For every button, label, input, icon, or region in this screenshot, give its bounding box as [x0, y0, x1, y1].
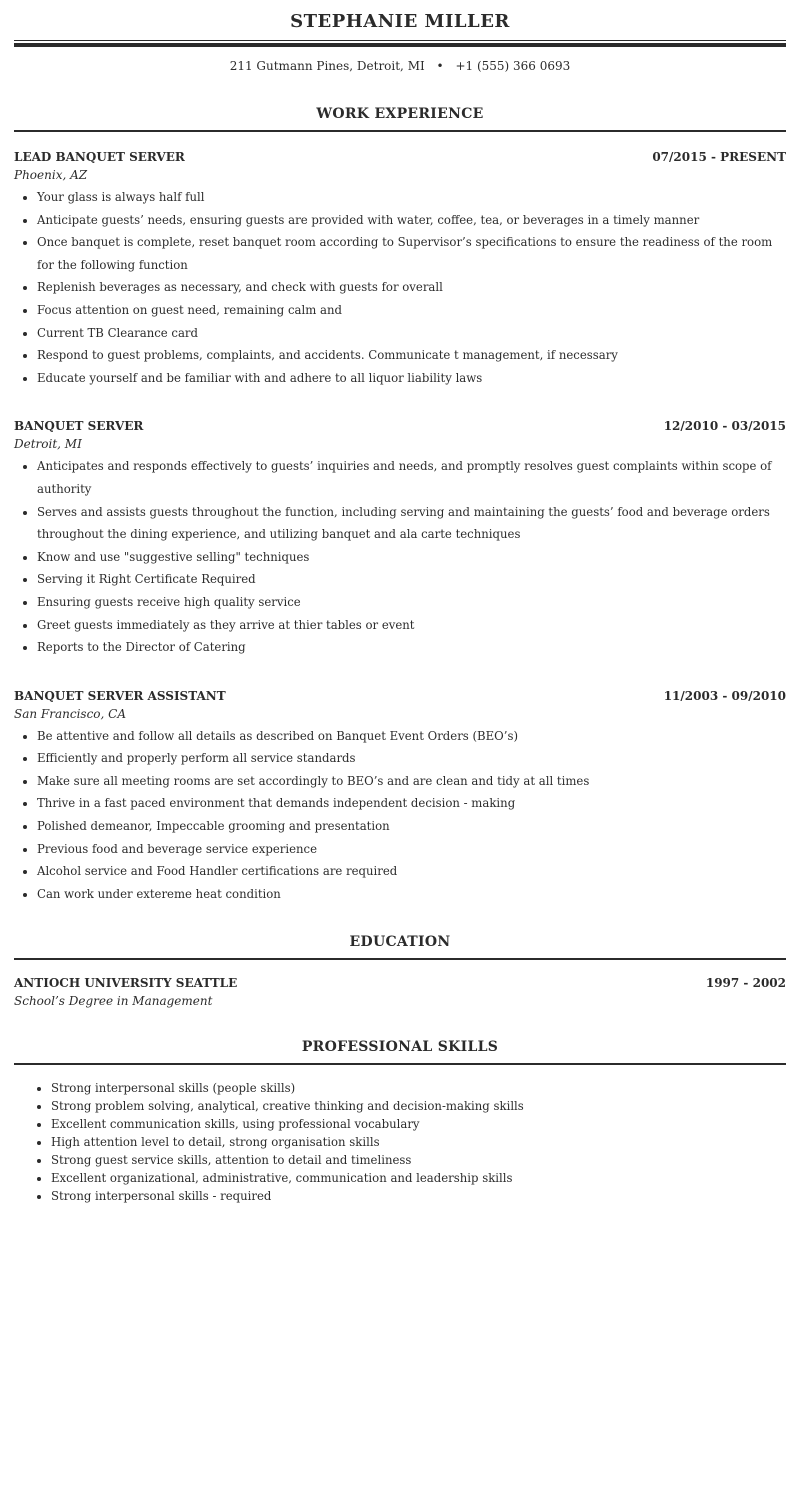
list-item: • Current TB Clearance card	[37, 322, 786, 345]
school-name: ANTIOCH UNIVERSITY SEATTLE	[14, 976, 238, 991]
section-title-work: WORK EXPERIENCE	[316, 106, 484, 122]
job-title: BANQUET SERVER ASSISTANT	[14, 688, 226, 703]
list-item: • Previous food and beverage service experience	[37, 838, 786, 861]
section-divider	[14, 958, 786, 960]
list-item: • Educate yourself and be familiar with and adhere to all liquor liability laws	[37, 367, 786, 390]
list-item: • Respond to guest problems, complaints, and accidents. Communicate t management, if necessary	[37, 344, 786, 367]
list-item: • Serving it Right Certificate Required	[37, 568, 786, 591]
resume-page	[14, 0, 786, 1205]
address: 211 Gutmann Pines, Detroit, MI	[229, 59, 425, 73]
job-title: BANQUET SERVER	[14, 419, 144, 434]
header-divider-thin	[14, 40, 786, 41]
list-item: • Strong problem solving, analytical, creative thinking and decision-making skills	[51, 1097, 786, 1115]
education-dates: 1997 - 2002	[705, 976, 786, 991]
job-header	[14, 148, 786, 166]
job-bullets	[14, 725, 786, 906]
section-divider	[14, 130, 786, 132]
list-item: • Know and use "suggestive selling" techniques	[37, 546, 786, 569]
list-item: • Strong guest service skills, attention to detail and timeliness	[51, 1151, 786, 1169]
list-item: • Efficiently and properly perform all service standards	[37, 747, 786, 770]
job-bullets	[14, 186, 786, 389]
job-location: San Francisco, CA	[14, 706, 127, 721]
list-item: • Reports to the Director of Catering	[37, 636, 786, 659]
job-header	[14, 687, 786, 705]
list-item: • Anticipate guests’ needs, ensuring guests are provided with water, coffee, tea, or beverages in a timely manner	[37, 209, 786, 232]
degree: School’s Degree in Management	[14, 994, 213, 1009]
section-title-skills: PROFESSIONAL SKILLS	[301, 1039, 499, 1056]
list-item: • Your glass is always half full	[37, 186, 786, 209]
candidate-name: STEPHANIE MILLER	[290, 11, 510, 32]
job-location: Phoenix, AZ	[14, 168, 88, 182]
job-dates: 07/2015 - PRESENT	[652, 150, 786, 164]
job-header	[14, 417, 786, 435]
contact-separator: •	[436, 59, 444, 73]
list-item: • Make sure all meeting rooms are set accordingly to BEO’s and are clean and tidy at all times	[37, 770, 786, 793]
list-item: • Thrive in a fast paced environment that demands independent decision - making	[37, 792, 786, 815]
education-header	[14, 974, 786, 992]
job-location: Detroit, MI	[14, 437, 82, 452]
list-item: • Replenish beverages as necessary, and check with guests for overall	[37, 276, 786, 299]
list-item: • Focus attention on guest need, remaining calm and	[37, 299, 786, 322]
job-dates: 12/2010 - 03/2015	[663, 419, 786, 434]
job-entry	[14, 687, 786, 906]
skills-list	[14, 1079, 786, 1205]
section-title-education: EDUCATION	[349, 934, 451, 951]
education-entry	[14, 974, 786, 1010]
list-item: • Excellent organizational, administrative, communication and leadership skills	[51, 1169, 786, 1187]
list-item: • Once banquet is complete, reset banquet room according to Supervisor’s specifications to ensure the readiness of the room for the following function	[37, 231, 786, 276]
section-divider	[14, 1063, 786, 1065]
list-item: • Polished demeanor, Impeccable grooming and presentation	[37, 815, 786, 838]
list-item: • Be attentive and follow all details as described on Banquet Event Orders (BEO’s)	[37, 725, 786, 748]
list-item: • Ensuring guests receive high quality service	[37, 591, 786, 614]
list-item: • Anticipates and responds effectively to guests’ inquiries and needs, and promptly resolves guest complaints within scope of authority	[37, 455, 786, 500]
job-dates: 11/2003 - 09/2010	[663, 688, 786, 703]
list-item: • Alcohol service and Food Handler certifications are required	[37, 860, 786, 883]
list-item: • Strong interpersonal skills - required	[51, 1187, 786, 1205]
list-item: • Excellent communication skills, using professional vocabulary	[51, 1115, 786, 1133]
list-item: • High attention level to detail, strong organisation skills	[51, 1133, 786, 1151]
contact-line	[14, 58, 786, 74]
job-entry	[14, 148, 786, 389]
job-title: LEAD BANQUET SERVER	[14, 150, 185, 164]
list-item: • Greet guests immediately as they arrive at thier tables or event	[37, 614, 786, 637]
phone: +1 (555) 366 0693	[455, 59, 571, 73]
job-entry	[14, 417, 786, 658]
job-bullets	[14, 455, 786, 658]
work-experience-section	[14, 105, 786, 905]
list-item: • Strong interpersonal skills (people skills)	[51, 1079, 786, 1097]
header-divider-thick	[14, 43, 786, 47]
skills-section	[14, 1038, 786, 1205]
education-section	[14, 933, 786, 1010]
list-item: • Can work under extereme heat condition	[37, 883, 786, 906]
list-item: • Serves and assists guests throughout the function, including serving and maintaining the guests’ food and beverage orders throughout the dining experience, and utilizing banquet and ala carte techniques	[37, 501, 786, 546]
